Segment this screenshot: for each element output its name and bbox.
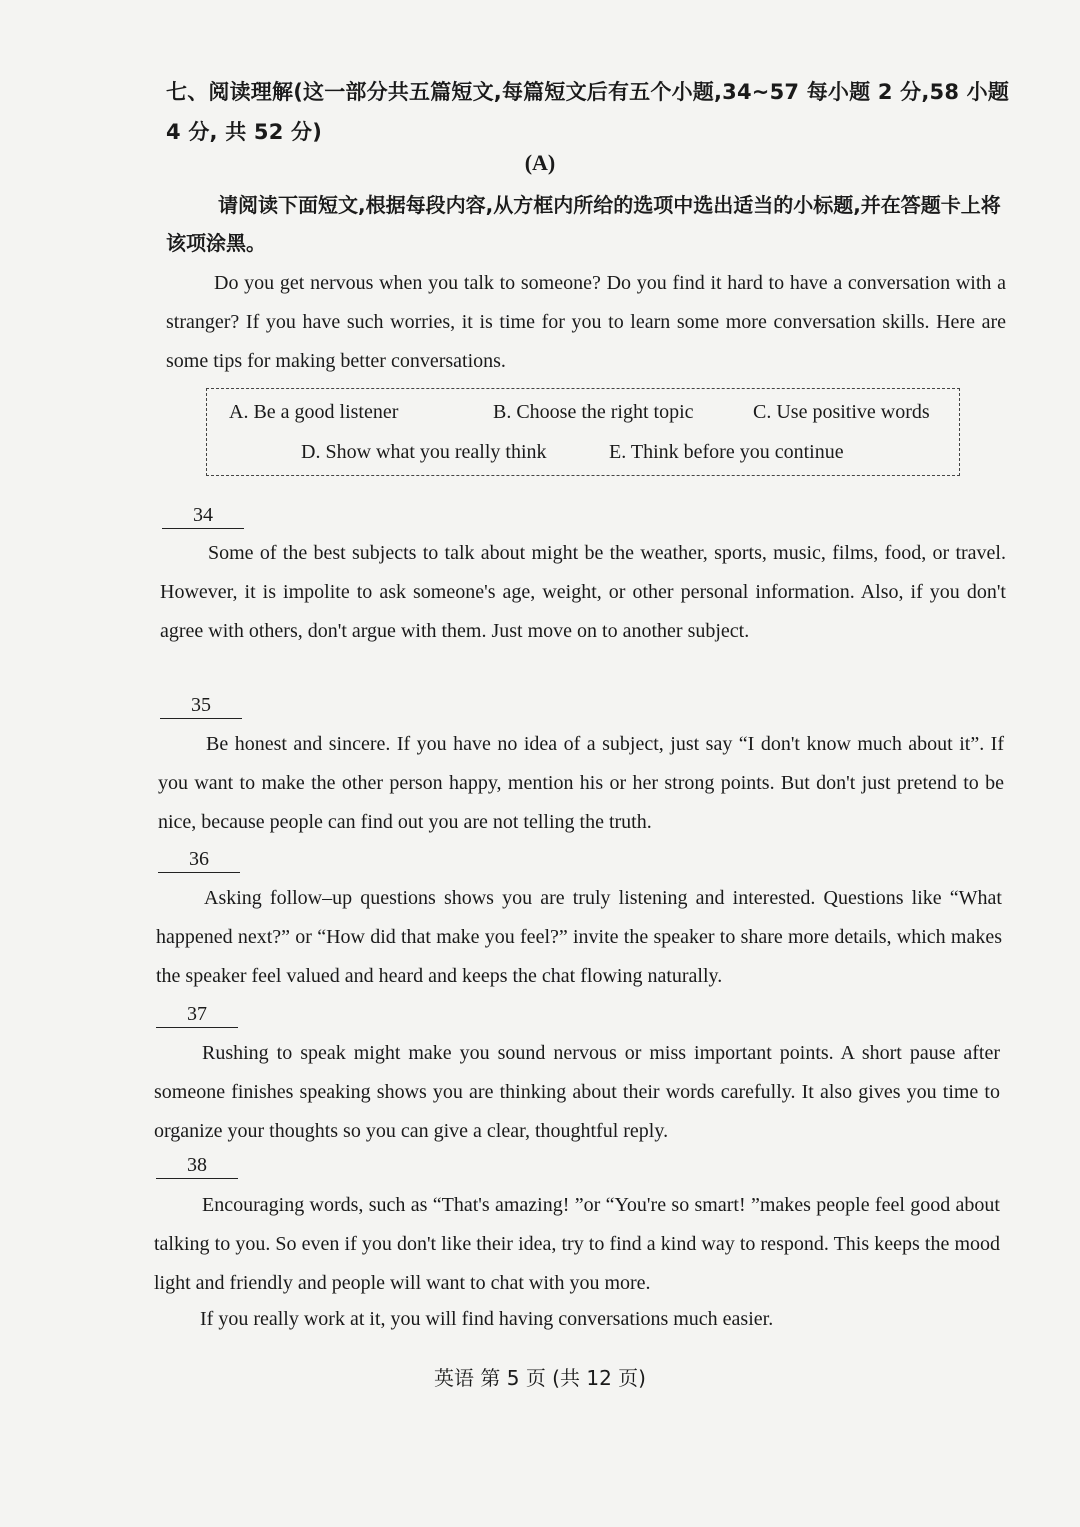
section-header: 七、阅读理解(这一部分共五篇短文,每篇短文后有五个小题,34~57 每小题 2 分,58 小题 4 分, 共 52 分)	[166, 80, 1010, 144]
question-paragraph-36: Asking follow–up questions shows you are truly listening and interested. Questions like “What happened next?” or “How did that make you feel?” invite the speaker to share more details, which makes the speaker feel valued and heard and keeps the chat flowing naturally.	[156, 887, 1002, 987]
instruction-text: 请阅读下面短文,根据每段内容,从方框内所给的选项中选出适当的小标题,并在答题卡上将该项涂黑。	[166, 193, 1001, 255]
part-label: (A)	[524, 150, 556, 175]
option-a: A. Be a good listener	[229, 401, 399, 423]
answer-blank-38: 38	[156, 1152, 238, 1179]
closing-sentence: If you really work at it, you will find having conversations much easier.	[200, 1308, 774, 1330]
answer-blank-34: 34	[162, 502, 244, 529]
question-paragraph-37: Rushing to speak might make you sound nervous or miss important points. A short pause after someone finishes speaking shows you are thinking about their words carefully. It also gives you time to organize your thoughts so you can give a clear, thoughtful reply.	[154, 1042, 1000, 1142]
answer-blank-37: 37	[156, 1001, 238, 1028]
page-footer: 英语 第 5 页 (共 12 页)	[434, 1366, 646, 1390]
option-b: B. Choose the right topic	[493, 401, 694, 423]
option-c: C. Use positive words	[753, 401, 930, 423]
question-paragraph-35: Be honest and sincere. If you have no idea of a subject, just say “I don't know much about it”. If you want to make the other person happy, mention his or her strong points. But don't just pretend to be nice, because people can find out you are not telling the truth.	[158, 733, 1004, 833]
intro-paragraph: Do you get nervous when you talk to someone? Do you find it hard to have a conversation with a stranger? If you have such worries, it is time for you to learn some more conversation skills. Here are some tips for making better conversations.	[166, 272, 1006, 372]
question-paragraph-38: Encouraging words, such as “That's amazing! ”or “You're so smart! ”makes people feel good about talking to you. So even if you don't like their idea, try to find a kind way to respond. This keeps the mood light and friendly and people will want to chat with you more.	[154, 1194, 1000, 1294]
answer-blank-36: 36	[158, 846, 240, 873]
answer-blank-35: 35	[160, 692, 242, 719]
question-paragraph-34: Some of the best subjects to talk about might be the weather, sports, music, films, food, or travel. However, it is impolite to ask someone's age, weight, or other personal information. Also, if you don't agree with others, don't argue with them. Just move on to another subject.	[160, 542, 1006, 642]
options-box	[206, 388, 960, 476]
option-e: E. Think before you continue	[609, 441, 844, 463]
option-d: D. Show what you really think	[301, 441, 547, 463]
